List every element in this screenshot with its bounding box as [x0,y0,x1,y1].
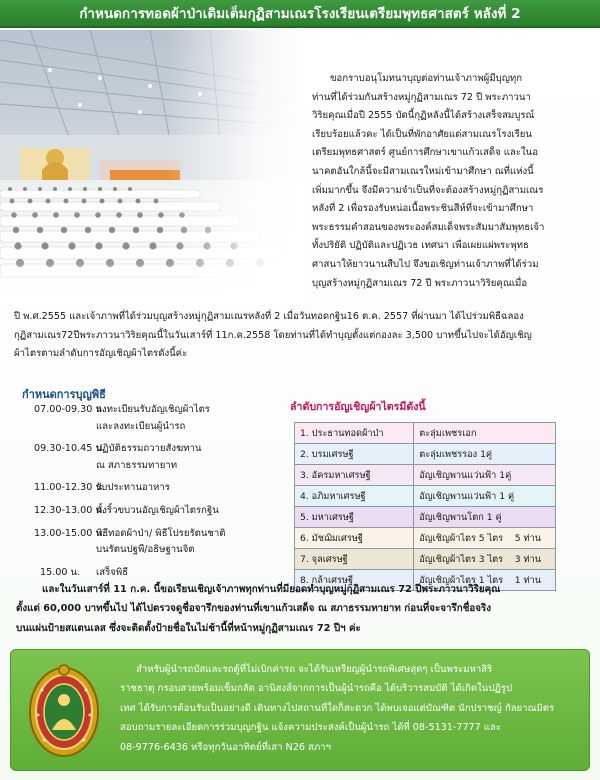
schedule-desc: บนรัตนปฐพี/อธิษฐานจิต [96,544,195,556]
intro-line: บุญสร้างหมู่กุฏิสามเณร 72 ปี พระภาวนาวิริยคุณเมื่อ [312,277,528,289]
intro-line: วิริยคุณเมื่อปี 2555 บัดนี้กุฏิหลังนี้ได้สร้างเสร็จสมบูรณ์ [312,110,535,122]
schedule-time: 15.00 น. [40,566,81,578]
intro-line: พระธรรมคำสอนของพระองค์สมเด็จพระสัมมาสัมพุทธเจ้า [312,221,545,233]
schedule-desc: ปฏิบัติธรรมถวายสังฆทาน [96,443,202,455]
schedule-time: 09.30-10.45 น. [34,443,106,455]
donation-row [295,486,556,507]
schedule-item [34,419,284,436]
donation-item: อัญเชิญพานแว่นฟ้า 1คู่ [414,465,556,486]
footer-line: เทศ ได้รับการต้อนรับเป็นอย่างดี เดินทางไปสถานที่ใดก็สะดวก ได้พบเจอแต่บัณฑิต นักปราชญ์ กัลยาณมิตร [120,702,555,714]
footer-line: 08-9776-6436 หรือทุกวันอาทิตย์ที่เสา N26 สภาฯ [120,741,331,753]
schedule-title: กำหนดการบุญพิธี [22,388,106,401]
schedule-desc: ลงทะเบียนรับอัญเชิญผ้าไตร [96,404,210,415]
footer-line: ราชธาตุ กรอบสวยพร้อมเข็มกลัด อานิสงส์จากการเป็นผู้นำรถคือ ได้บริวารสมบัติ ได้เกิดในปฏิรูป [120,683,513,695]
intro-line: ทั้งปริยัติ ปฏิบัติและปฏิเวธ เทศนา เพื่อเผยแผ่พระพุทธ [312,240,529,252]
donation-table [294,422,556,591]
outro-line: ตั้งแต่ 60,000 บาทขึ้นไป ได้ไปตรวจดูชื่อจารึกของท่านที่เขาแก้วเสด็จ ณ สภาธรรมทายาท ก่อนที่จะจารึกชื่อจริง [16,603,492,615]
header-bar [0,0,600,28]
schedule-time: 07.00-09.30 น. [34,404,106,415]
ceremony-hall-photo [0,30,305,305]
intro-paragraph-continued [14,308,590,364]
intro-paragraph [312,70,590,293]
schedule-list [34,402,284,581]
intro-line: เรียบร้อยแล้วคะ ได้เป็นที่พักอาศัยแด่สามเณรโรงเรียน [312,128,532,140]
schedule-desc: ณ สภาธรรมทายาท [96,459,178,471]
intro-line: ท่านที่ได้ร่วมกันสร้างหมู่กุฏิสามเณร 72 ปี พระภาวนา [312,91,531,103]
donation-role: 7. จุลเศรษฐี [295,549,414,570]
donation-row [295,465,556,486]
intro-line: เพิ่มมากขึ้น จึงมีความจำเป็นที่จะต้องสร้างหมู่กุฏิสามเณร [312,184,544,196]
schedule-desc: เสร็จพิธี [96,566,129,578]
intro-line: ปี พ.ศ.2555 และเจ้าภาพที่ได้ร่วมบุญสร้างหมู่กุฏิสามเณรหลังที่ 2 เมื่อวันทอดกฐิน16 ต.ค. 2557 ที่ผ่านมา ได้ไปร่วมพิธีฉลอง [14,311,524,322]
donation-role: 5. มหาเศรษฐี [295,507,414,528]
footer-text [120,660,582,757]
footer-line: สำหรับผู้นำรถบัสและรถตู้ที่ไม่เบิกค่ารถ จะได้รับเหรียญผู้นำรถพิเศษสุดๆ เป็นพระมหาสิริ [136,664,493,675]
schedule-time: 13.00-15.00 น. [34,527,106,539]
donation-role: 4. อภิมหาเศรษฐี [295,486,414,507]
schedule-item [34,503,284,520]
schedule-desc: ตั้งริ้วขบวนอัญเชิญผ้าไตรกฐิน [96,504,219,516]
schedule-item [34,402,284,419]
intro-line: ศาสนาให้ยาวนานสืบไป จึงขอเชิญท่านเจ้าภาพที่ได้ร่วม [312,258,539,270]
donation-table-title: ลำดับการอัญเชิญผ้าไตรมีดังนี้ [290,401,426,413]
donation-item: อัญเชิญผ้าไตร 1 ไตร 1 ท่าน [414,570,556,591]
outro-line: และในวันเสาร์ที่ 11 ก.ค. นี้ขอเรียนเชิญเจ้าภาพทุกท่านที่มียอดทำบุญหมู่กุฏิสามเณร 72 ปีพระภาวนาวิริยคุณ [42,584,501,595]
schedule-item [34,458,284,475]
donation-role: 8. กล้าเศรษฐี [295,570,414,591]
page-title: กำหนดการทอดผ้าป่าเดิมเต็มกุฏิสามเณรโรงเรียนเตรียมพุทธศาสตร์ หลังที่ 2 [79,6,521,22]
schedule-time: 11.00-12.30 น. [34,482,106,494]
intro-line: นาคตอันใกล้นี้จะมีสามเณรใหม่เข้ามาศึกษา ณที่แห่งนี้ [312,165,534,177]
footer-line: สอบถามรายละเอียดการร่วมบุญกฐิน แจ้งความประสงค์เป็นผู้นำรถ ได้ที่ 08-5131-7777 และ [120,722,502,734]
schedule-item [34,526,284,543]
ceremony-hall-illustration [0,30,305,305]
outro-line: บนแผ่นป้ายสแตนเลส ซึ่งจะติดตั้งป้ายชื่อในไม่ช้านี้ที่หน้าหมู่กุฏิสามเณร 72 ปีฯ ค่ะ [16,622,361,634]
schedule-item [34,542,284,559]
amulet-image [22,660,106,760]
donation-row [295,528,556,549]
donation-role: 2. บรมเศรษฐี [295,444,414,465]
donation-item: อัญเชิญผ้าไตร 3 ไตร 3 ท่าน [414,549,556,570]
donation-role: 3. อัครมหาเศรษฐี [295,465,414,486]
intro-line: ผ้าไตรตามลำดับการอัญเชิญผ้าไตรดังนี้ค่ะ [14,348,188,360]
schedule-item [34,565,284,582]
intro-line: กุฏิสามเณร72ปีพระภาวนาวิริยคุณนี้ในวันเสาร์ที่ 11ก.ค.2558 โดยท่านที่ได้ทำบุญตั้งแต่กองละ 3,500 บาทขึ้นไปจะได้อัญเชิญ [14,329,532,341]
donation-row [295,507,556,528]
donation-role: 6. มัชฌิมเศรษฐี [295,528,414,549]
schedule-desc: และลงทะเบียนผู้นำรถ [96,420,186,432]
intro-line: เตรียมพุทธศาสตร์ ศูนย์การศึกษาเขาแก้วเสด็จ และในอ [312,147,538,159]
outro-paragraph [16,580,592,638]
donation-role: 1. ประธานทอดผ้าป่า [295,423,414,444]
donation-item: ตะลุ่มเพชรเอก [414,423,556,444]
donation-row [295,549,556,570]
schedule-desc: พิธีทอดผ้าป่า/ พิธีโปรยรัตนชาติ [96,527,226,539]
schedule-desc: รับประทานอาหาร [96,482,170,494]
donation-item: ตะลุ่มเพชรรอง 1คู่ [414,444,556,465]
donation-item: อัญเชิญพานแว่นฟ้า 1 คู่ [414,486,556,507]
schedule-item [34,480,284,497]
schedule-item [34,441,284,458]
donation-row [295,444,556,465]
donation-item: อัญเชิญพานโตก 1 คู่ [414,507,556,528]
schedule-time: 12.30-13.00 น. [34,504,106,516]
donation-item: อัญเชิญผ้าไตร 5 ไตร 5 ท่าน [414,528,556,549]
intro-line: ขอกราบอนุโมทนาบุญต่อท่านเจ้าภาพผู้มีบุญทุก [330,73,523,84]
donation-row [295,423,556,444]
intro-line: หลังที่ 2 เพื่อรองรับหน่อเนื้อพระชินสีห์ที่จะเข้ามาศึกษา [312,203,534,215]
amulet-icon [22,660,106,760]
